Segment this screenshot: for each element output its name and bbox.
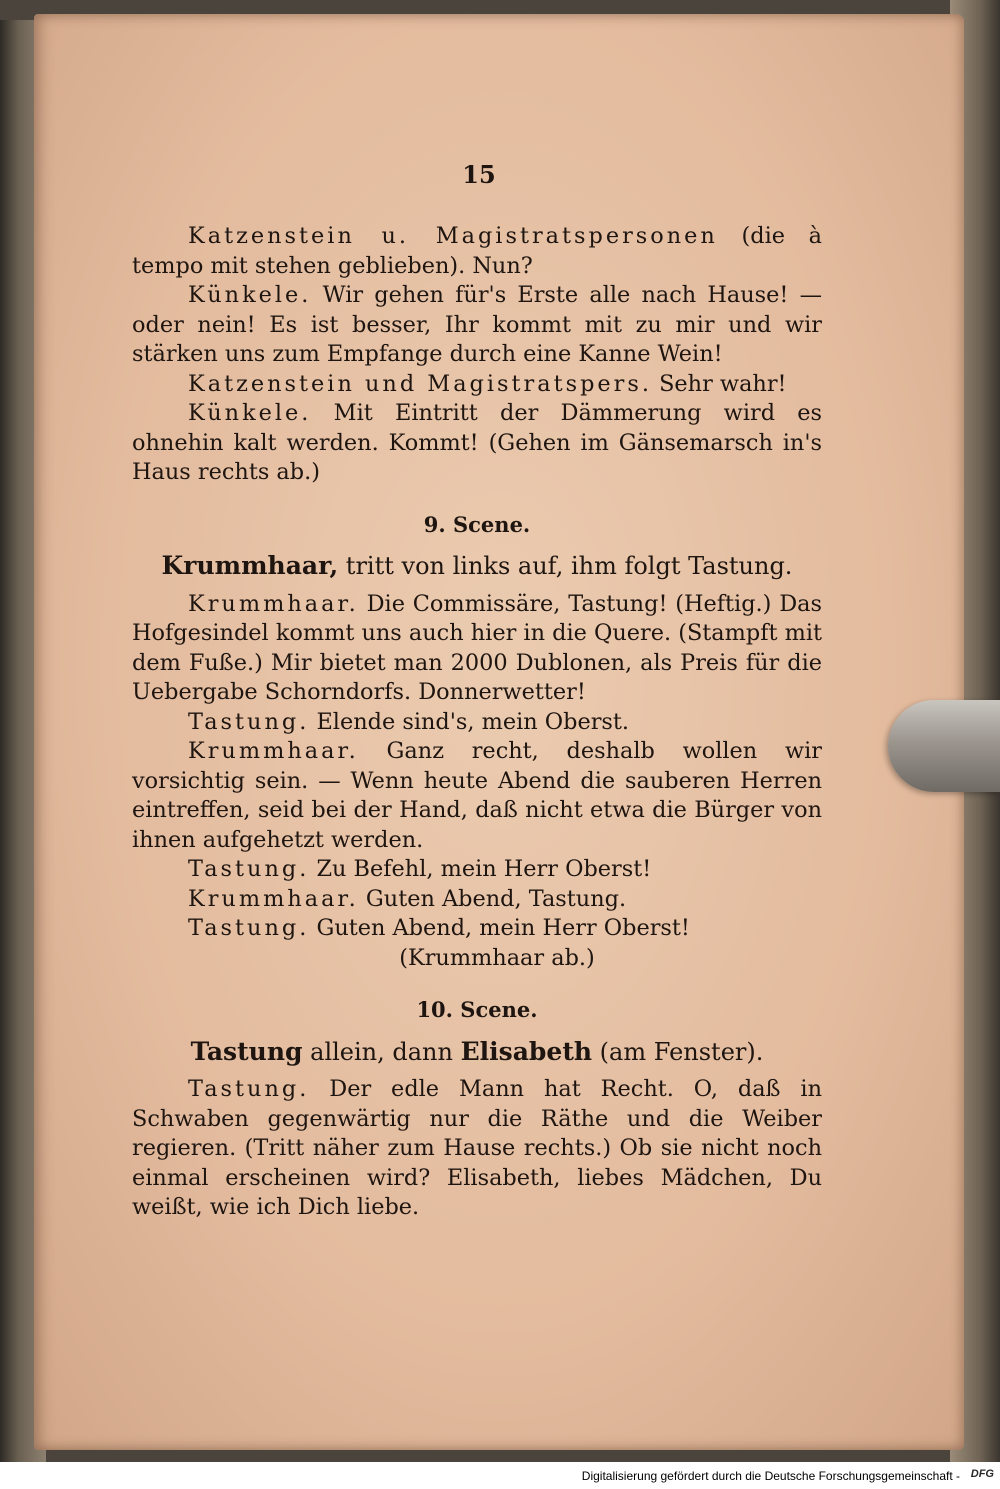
dialogue-block (132, 855, 822, 885)
speaker-name: Tastung. (188, 856, 310, 882)
scene-description (132, 551, 822, 582)
scene-description-text: tritt von links auf, ihm folgt Tastung. (338, 552, 793, 580)
dialogue-block (132, 914, 822, 944)
speaker-name: Krummhaar. (188, 885, 359, 912)
speaker-name: Tastung. (188, 915, 310, 941)
dfg-logo: DFG (970, 1468, 994, 1480)
dialogue-block (132, 590, 822, 708)
dialogue-text: (die à tempo mit stehen geblieben). Nun? (132, 223, 822, 279)
scene-heading: 9. Scene. (423, 511, 531, 537)
dialogue-text: Guten Abend, mein Herr Oberst! (309, 915, 690, 941)
dialogue-block (132, 370, 822, 400)
dialogue-text: Ganz recht, deshalb wollen wir vorsichtig sein. — Wenn heute Abend die sauberen Herren eintreffen, seid bei der Hand, daß nicht etwa die Bürger von ihnen aufgehetzt werden. (132, 738, 822, 853)
dialogue-text: Guten Abend, Tastung. (358, 885, 627, 912)
page-text (132, 160, 822, 1223)
speaker-name: Krummhaar. (188, 738, 359, 764)
speaker-name: Künkele. (188, 282, 312, 308)
speaker-name: Tastung. (188, 1076, 310, 1102)
dialogue-text: Sehr wahr! (651, 370, 787, 397)
stage-direction: (Krummhaar ab.) (399, 944, 595, 971)
dialogue-text: Die Commissäre, Tastung! (Heftig.) Das Hofgesindel kommt uns auch hier in die Quere. (Stampft mit dem Fuße.) Mir bietet man 2000 Dublonen, als Preis für die Uebergabe Schorndorfs. Donnerwetter! (132, 590, 822, 705)
dialogue-block (132, 885, 822, 915)
scene-description-text: (am Fenster). (592, 1037, 764, 1066)
dialogue-text: Der edle Mann hat Recht. O, daß in Schwaben gegenwärtig nur die Räthe und die Weiber regieren. (Tritt näher zum Hause rechts.) Ob sie nicht noch einmal erscheinen wird? Elisabeth, liebes Mädchen, Du weißt, wie ich Dich liebe. (132, 1076, 822, 1220)
dialogue-block (132, 281, 822, 370)
dialogue-text: Elende sind's, mein Oberst. (309, 708, 630, 735)
speaker-name: Krummhaar. (188, 590, 359, 617)
page-clip (888, 700, 1000, 792)
dialogue-text: Wir gehen für's Erste alle nach Hause! — oder nein! Es ist besser, Ihr kommt mit zu mir und wir stärken uns zum Empfange durch eine Kanne Wein! (132, 282, 822, 367)
scene-character: Tastung (190, 1036, 303, 1066)
dialogue-text: Zu Befehl, mein Herr Oberst! (309, 856, 652, 882)
speaker-name: Künkele. (188, 400, 312, 426)
footer-credit: Digitalisierung gefördert durch die Deutsche Forschungsgemeinschaft - (581, 1469, 960, 1483)
speaker-name: Katzenstein u. Magistratspersonen (188, 223, 718, 249)
speaker-name: Tastung. (188, 708, 310, 735)
scene-description (132, 1037, 822, 1068)
dialogue-block (132, 737, 822, 855)
dialogue-block (132, 399, 822, 488)
dialogue-text: Mit Eintritt der Dämmerung wird es ohnehin kalt werden. Kommt! (Gehen im Gänsemarsch in's Haus rechts ab.) (132, 400, 822, 485)
scene-character: Krummhaar, (161, 551, 339, 580)
dialogue-block (132, 222, 822, 281)
scene-character: Elisabeth (460, 1036, 593, 1066)
dialogue-block (132, 1075, 822, 1223)
digitization-footer (0, 1462, 1000, 1489)
scene-heading: 10. Scene. (416, 997, 538, 1022)
dialogue-block (132, 708, 822, 738)
speaker-name: Katzenstein und Magistratspers. (188, 370, 652, 397)
page-number: 15 (462, 160, 496, 189)
scene-description-text: allein, dann (302, 1037, 461, 1066)
